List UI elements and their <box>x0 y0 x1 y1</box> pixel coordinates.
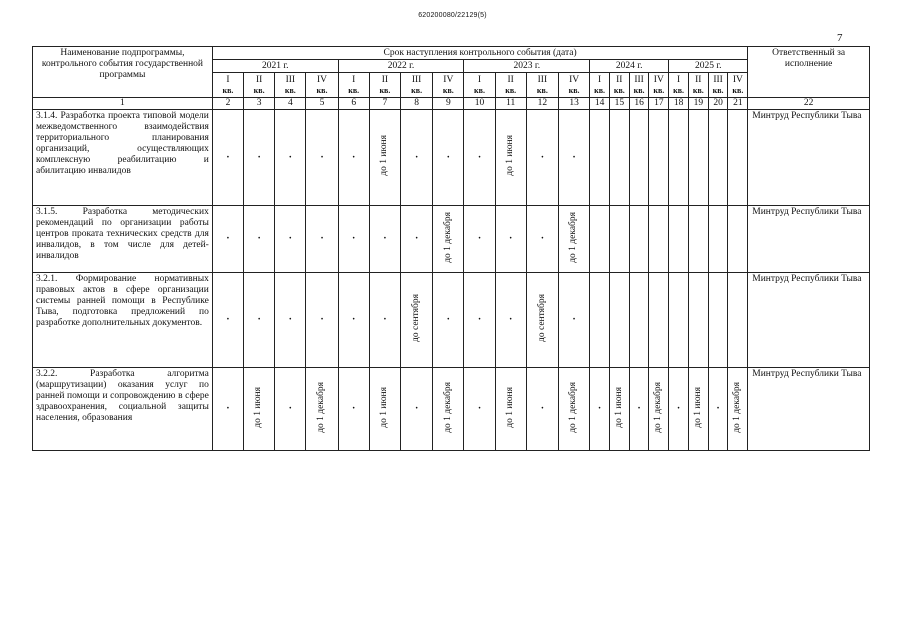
deadline-label: до 1 июня <box>504 386 515 428</box>
schedule-cell <box>609 206 629 273</box>
schedule-cell <box>401 206 433 273</box>
control-events-table <box>32 46 870 451</box>
schedule-cell <box>708 206 728 273</box>
schedule-cell <box>688 273 708 368</box>
schedule-cell <box>212 368 243 451</box>
schedule-cell <box>728 368 748 451</box>
schedule-cell <box>244 206 275 273</box>
schedule-cell <box>590 206 610 273</box>
table-row <box>33 110 870 206</box>
no-event-mark: · <box>716 403 720 415</box>
schedule-cell <box>338 273 369 368</box>
schedule-cell <box>649 206 669 273</box>
quarter-suffix: кв. <box>653 85 665 95</box>
schedule-cell <box>629 110 649 206</box>
no-event-mark: · <box>288 151 292 163</box>
no-event-mark: · <box>540 403 545 415</box>
schedule-cell <box>728 206 748 273</box>
schedule-cell <box>669 110 689 206</box>
schedule-cell <box>590 110 610 206</box>
no-event-mark: · <box>226 233 230 245</box>
header-quarter <box>275 73 306 98</box>
no-event-mark: · <box>352 233 356 245</box>
column-number: 14 <box>590 98 610 110</box>
quarter-label: III <box>713 74 723 85</box>
no-event-mark: · <box>257 233 261 245</box>
quarter-suffix: кв. <box>411 85 423 95</box>
event-name: 3.2.2. Разработка алгоритма (маршрутизации) оказания услуг по ранней помощи и сопровождению в сфере здравоохранения, социальной защиты населения, образования <box>33 368 213 451</box>
schedule-cell <box>306 206 338 273</box>
header-period-column: Срок наступления контрольного события (дата) <box>212 47 747 60</box>
no-event-mark: · <box>288 233 292 245</box>
schedule-cell <box>649 110 669 206</box>
deadline-label: до 1 декабря <box>732 381 743 433</box>
column-number: 7 <box>369 98 400 110</box>
no-event-mark: · <box>352 314 356 326</box>
header-quarter <box>669 73 689 98</box>
header-quarter <box>708 73 728 98</box>
schedule-cell <box>649 368 669 451</box>
quarter-label: II <box>255 74 263 85</box>
quarter-label: IV <box>317 74 328 85</box>
no-event-mark: · <box>509 233 513 245</box>
schedule-cell <box>559 206 590 273</box>
quarter-suffix: кв. <box>613 85 625 95</box>
quarter-label: III <box>634 74 644 85</box>
no-event-mark: · <box>414 233 419 245</box>
schedule-cell <box>526 273 558 368</box>
quarter-label: IV <box>569 74 580 85</box>
deadline-label: до 1 июня <box>253 386 264 428</box>
column-number: 9 <box>433 98 464 110</box>
schedule-cell <box>708 273 728 368</box>
column-number: 11 <box>495 98 526 110</box>
column-number: 4 <box>275 98 306 110</box>
no-event-mark: · <box>226 151 230 163</box>
no-event-mark: · <box>414 151 419 163</box>
schedule-cell <box>401 273 433 368</box>
quarter-suffix: кв. <box>732 85 744 95</box>
schedule-cell <box>669 273 689 368</box>
deadline-label: до 1 декабря <box>653 381 664 433</box>
header-quarter <box>688 73 708 98</box>
schedule-cell <box>559 368 590 451</box>
quarter-suffix: кв. <box>379 85 391 95</box>
table-row <box>33 273 870 368</box>
schedule-cell <box>669 368 689 451</box>
schedule-cell <box>728 110 748 206</box>
schedule-cell <box>495 368 526 451</box>
no-event-mark: · <box>446 151 450 163</box>
schedule-cell <box>559 110 590 206</box>
quarter-suffix: кв. <box>284 85 296 95</box>
schedule-cell <box>433 206 464 273</box>
column-number: 15 <box>609 98 629 110</box>
quarter-label: IV <box>732 74 743 85</box>
header-year: 2025 г. <box>669 60 748 73</box>
column-number: 5 <box>306 98 338 110</box>
no-event-mark: · <box>572 151 576 163</box>
schedule-cell <box>464 206 495 273</box>
header-quarter <box>609 73 629 98</box>
document-registration-number: 620200080/22129(5) <box>418 12 487 19</box>
schedule-cell <box>728 273 748 368</box>
no-event-mark: · <box>477 314 482 326</box>
schedule-cell <box>629 368 649 451</box>
no-event-mark: · <box>383 314 387 326</box>
schedule-cell <box>526 368 558 451</box>
header-quarter <box>212 73 243 98</box>
quarter-label: II <box>381 74 389 85</box>
column-number: 6 <box>338 98 369 110</box>
schedule-cell <box>669 206 689 273</box>
header-year: 2022 г. <box>338 60 464 73</box>
deadline-label: до 1 декабря <box>568 381 579 433</box>
no-event-mark: · <box>257 151 261 163</box>
no-event-mark: · <box>597 403 602 415</box>
quarter-suffix: кв. <box>633 85 645 95</box>
schedule-cell <box>590 368 610 451</box>
no-event-mark: · <box>320 151 324 163</box>
quarter-suffix: кв. <box>505 85 517 95</box>
schedule-cell <box>275 273 306 368</box>
schedule-cell <box>369 206 400 273</box>
table-row <box>33 368 870 451</box>
schedule-cell <box>433 110 464 206</box>
responsible-executor: Минтруд Республики Тыва <box>748 110 870 206</box>
no-event-mark: · <box>637 403 641 415</box>
header-quarter <box>306 73 338 98</box>
no-event-mark: · <box>226 403 230 415</box>
schedule-cell <box>433 368 464 451</box>
schedule-cell <box>649 273 669 368</box>
quarter-label: IV <box>653 74 664 85</box>
no-event-mark: · <box>257 314 261 326</box>
header-name-column: Наименование подпрограммы, контрольного события государственной программы <box>33 47 213 98</box>
schedule-cell <box>629 206 649 273</box>
deadline-label: до 1 декабря <box>442 381 453 433</box>
deadline-label: до 1 июня <box>692 386 703 428</box>
schedule-cell <box>464 110 495 206</box>
no-event-mark: · <box>572 314 576 326</box>
deadline-label: до сентября <box>410 294 421 343</box>
schedule-cell <box>688 110 708 206</box>
column-number: 16 <box>629 98 649 110</box>
column-number: 10 <box>464 98 495 110</box>
quarter-suffix: кв. <box>442 85 454 95</box>
header-quarter <box>526 73 558 98</box>
no-event-mark: · <box>477 233 482 245</box>
schedule-cell <box>464 273 495 368</box>
header-quarter <box>495 73 526 98</box>
quarter-suffix: кв. <box>568 85 580 95</box>
schedule-cell <box>306 368 338 451</box>
header-quarter <box>464 73 495 98</box>
deadline-label: до 1 июня <box>613 386 624 428</box>
column-number: 19 <box>688 98 708 110</box>
quarter-suffix: кв. <box>316 85 328 95</box>
quarter-suffix: кв. <box>253 85 265 95</box>
column-number: 20 <box>708 98 728 110</box>
quarter-label: II <box>695 74 702 85</box>
column-number: 8 <box>401 98 433 110</box>
quarter-suffix: кв. <box>222 85 234 95</box>
no-event-mark: · <box>540 151 545 163</box>
schedule-cell <box>212 206 243 273</box>
column-number: 17 <box>649 98 669 110</box>
schedule-cell <box>526 206 558 273</box>
quarter-suffix: кв. <box>348 85 360 95</box>
no-event-mark: · <box>446 314 450 326</box>
column-number: 12 <box>526 98 558 110</box>
no-event-mark: · <box>509 314 513 326</box>
quarter-suffix: кв. <box>536 85 548 95</box>
column-number: 3 <box>244 98 275 110</box>
schedule-cell <box>708 368 728 451</box>
no-event-mark: · <box>288 403 292 415</box>
schedule-cell <box>244 110 275 206</box>
no-event-mark: · <box>414 403 419 415</box>
quarter-suffix: кв. <box>474 85 485 95</box>
header-quarter <box>338 73 369 98</box>
no-event-mark: · <box>383 233 387 245</box>
responsible-executor: Минтруд Республики Тыва <box>748 206 870 273</box>
header-quarter <box>244 73 275 98</box>
column-number: 1 <box>33 98 213 110</box>
page-number: 7 <box>837 32 843 44</box>
header-quarter <box>559 73 590 98</box>
deadline-label: до 1 декабря <box>316 381 327 433</box>
no-event-mark: · <box>226 314 230 326</box>
header-quarter <box>401 73 433 98</box>
deadline-label: до 1 декабря <box>568 211 579 263</box>
schedule-cell <box>708 110 728 206</box>
no-event-mark: · <box>477 403 482 415</box>
no-event-mark: · <box>477 151 482 163</box>
column-numbers-row <box>33 98 870 110</box>
schedule-cell <box>306 110 338 206</box>
header-year: 2021 г. <box>212 60 338 73</box>
quarter-label: IV <box>443 74 454 85</box>
quarter-suffix: кв. <box>673 85 685 95</box>
schedule-cell <box>212 110 243 206</box>
schedule-cell <box>609 368 629 451</box>
schedule-cell <box>244 273 275 368</box>
column-number: 18 <box>669 98 689 110</box>
header-quarter <box>590 73 610 98</box>
schedule-cell <box>275 206 306 273</box>
schedule-cell <box>369 273 400 368</box>
event-name: 3.1.4. Разработка проекта типовой модели межведомственного взаимодействия территориального планирования организаций, осуществляющих комплексную реабилитацию и абилитацию инвалидов <box>33 110 213 206</box>
schedule-cell <box>338 368 369 451</box>
no-event-mark: · <box>540 233 545 245</box>
deadline-label: до 1 декабря <box>442 211 453 263</box>
quarter-suffix: кв. <box>692 85 704 95</box>
deadline-label: до 1 июня <box>379 386 390 428</box>
schedule-cell <box>559 273 590 368</box>
quarter-label: I <box>226 74 230 85</box>
header-quarter <box>369 73 400 98</box>
header-quarter <box>649 73 669 98</box>
schedule-cell <box>401 110 433 206</box>
quarter-suffix: кв. <box>712 85 724 95</box>
header-quarter <box>629 73 649 98</box>
deadline-label: до 1 июня <box>379 135 390 176</box>
schedule-cell <box>275 110 306 206</box>
quarter-label: III <box>285 74 296 85</box>
schedule-cell <box>688 206 708 273</box>
column-number: 13 <box>559 98 590 110</box>
header-quarter <box>728 73 748 98</box>
no-event-mark: · <box>352 151 356 163</box>
schedule-cell <box>629 273 649 368</box>
schedule-cell <box>212 273 243 368</box>
header-row-top <box>33 47 870 60</box>
quarter-label: III <box>537 74 548 85</box>
schedule-cell <box>306 273 338 368</box>
header-responsible-column: Ответственный за исполнение <box>748 47 870 98</box>
schedule-cell <box>369 368 400 451</box>
schedule-cell <box>338 110 369 206</box>
quarter-label: I <box>597 74 602 85</box>
quarter-label: I <box>477 74 482 85</box>
event-name: 3.1.5. Разработка методических рекомендаций по организации работы центров проката технических средств для инвалидов, в том числе для детей-инвалидов <box>33 206 213 273</box>
no-event-mark: · <box>320 233 324 245</box>
header-year: 2023 г. <box>464 60 590 73</box>
column-number: 21 <box>728 98 748 110</box>
responsible-executor: Минтруд Республики Тыва <box>748 368 870 451</box>
schedule-cell <box>609 273 629 368</box>
schedule-cell <box>275 368 306 451</box>
schedule-cell <box>338 206 369 273</box>
quarter-label: I <box>352 74 356 85</box>
quarter-suffix: кв. <box>594 85 606 95</box>
no-event-mark: · <box>320 314 324 326</box>
quarter-label: I <box>676 74 681 85</box>
deadline-label: до 1 июня <box>504 135 515 176</box>
schedule-cell <box>590 273 610 368</box>
column-number: 22 <box>748 98 870 110</box>
table-row <box>33 206 870 273</box>
schedule-cell <box>688 368 708 451</box>
deadline-label: до сентября <box>536 294 547 343</box>
schedule-cell <box>244 368 275 451</box>
event-name: 3.2.1. Формирование нормативных правовых актов в сфере организации системы ранней помощи в Республике Тыва, подготовка предложений по разработке дополнительных документов. <box>33 273 213 368</box>
quarter-label: III <box>411 74 422 85</box>
schedule-cell <box>464 368 495 451</box>
quarter-label: II <box>507 74 514 85</box>
schedule-cell <box>609 110 629 206</box>
schedule-cell <box>401 368 433 451</box>
responsible-executor: Минтруд Республики Тыва <box>748 273 870 368</box>
schedule-cell <box>526 110 558 206</box>
schedule-cell <box>495 273 526 368</box>
no-event-mark: · <box>676 403 681 415</box>
no-event-mark: · <box>288 314 292 326</box>
header-quarter <box>433 73 464 98</box>
schedule-cell <box>495 206 526 273</box>
schedule-cell <box>433 273 464 368</box>
schedule-cell <box>495 110 526 206</box>
quarter-label: II <box>616 74 623 85</box>
header-year: 2024 г. <box>590 60 669 73</box>
column-number: 2 <box>212 98 243 110</box>
schedule-cell <box>369 110 400 206</box>
no-event-mark: · <box>352 403 356 415</box>
